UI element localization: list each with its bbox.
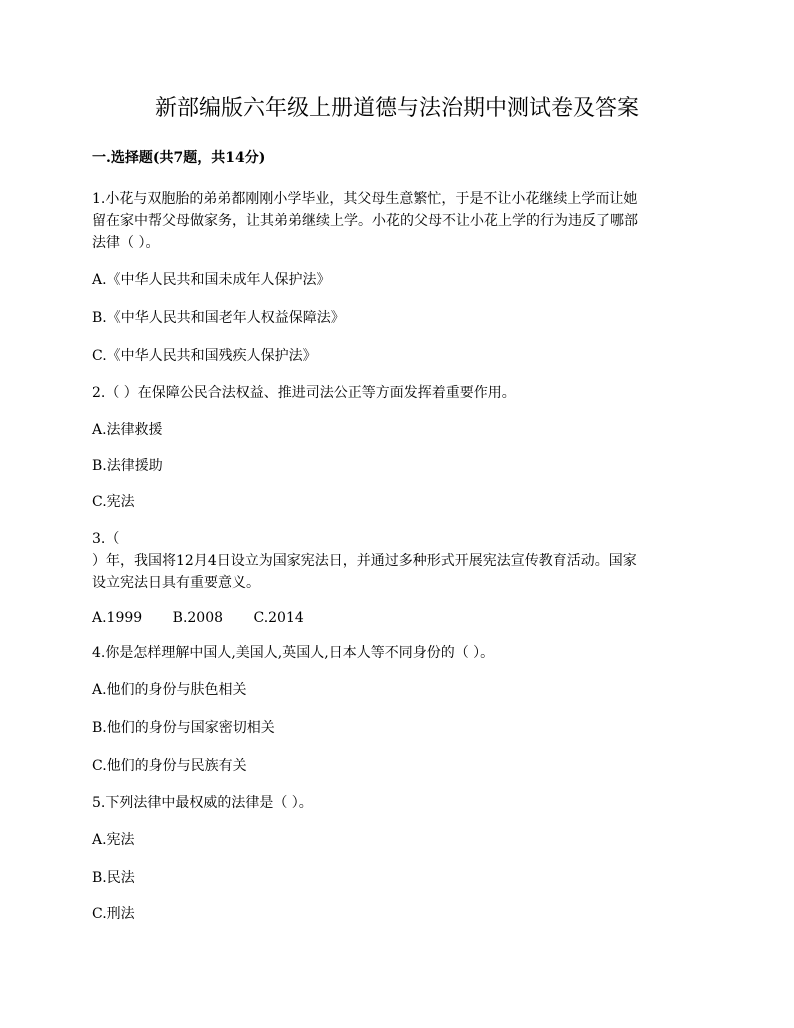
question-1-option-c: C.《中华人民共和国残疾人保护法》 [92,348,317,364]
question-5-option-b: B.民法 [92,870,135,886]
question-1-option-b: B.《中华人民共和国老年人权益保障法》 [92,310,345,326]
question-5-option-c: C.刑法 [92,906,135,922]
question-4-text [92,642,704,664]
question-3-options [92,608,330,628]
question-line: 留在家中帮父母做家务，让其弟弟继续上学。小花的父母不让小花上学的行为违反了哪部 [92,213,638,229]
question-line: 5.下列法律中最权威的法律是（ ）。 [92,795,313,811]
question-4-option-c: C.他们的身份与民族有关 [92,758,247,774]
question-2-option-b: B.法律援助 [92,458,163,474]
question-2-text [92,382,704,404]
question-line: ）年，我国将12月4日设立为国家宪法日，并通过多种形式开展宪法宣传教育活动。国家 [92,553,637,569]
question-line: 设立宪法日具有重要意义。 [92,575,260,591]
question-2-option-c: C.宪法 [92,494,135,510]
section-heading: 一.选择题(共7题，共14分) [92,150,266,166]
question-3-option-b: B.2008 [172,610,224,626]
question-1-text [92,188,704,254]
question-3-text [92,528,704,594]
document-title: 新部编版六年级上册道德与法治期中测试卷及答案 [154,96,639,121]
question-2-option-a: A.法律救援 [92,422,163,438]
question-line: 2.（ ）在保障公民合法权益、推进司法公正等方面发挥着重要作用。 [92,385,516,401]
question-4-option-a: A.他们的身份与肤色相关 [92,682,247,698]
question-line: 3.（ [92,531,120,547]
question-4-option-b: B.他们的身份与国家密切相关 [92,720,275,736]
question-5-option-a: A.宪法 [92,832,135,848]
question-line: 法律（ ）。 [92,235,160,251]
question-1-option-a: A.《中华人民共和国未成年人保护法》 [92,272,331,288]
question-3-option-c: C.2014 [253,610,304,626]
question-line: 4.你是怎样理解中国人,美国人,英国人,日本人等不同身份的（ ）。 [92,645,495,661]
question-3-option-a: A.1999 [92,610,143,626]
question-5-text [92,792,704,814]
question-line: 1.小花与双胞胎的弟弟都刚刚小学毕业，其父母生意繁忙，于是不让小花继续上学而让她 [92,191,638,207]
